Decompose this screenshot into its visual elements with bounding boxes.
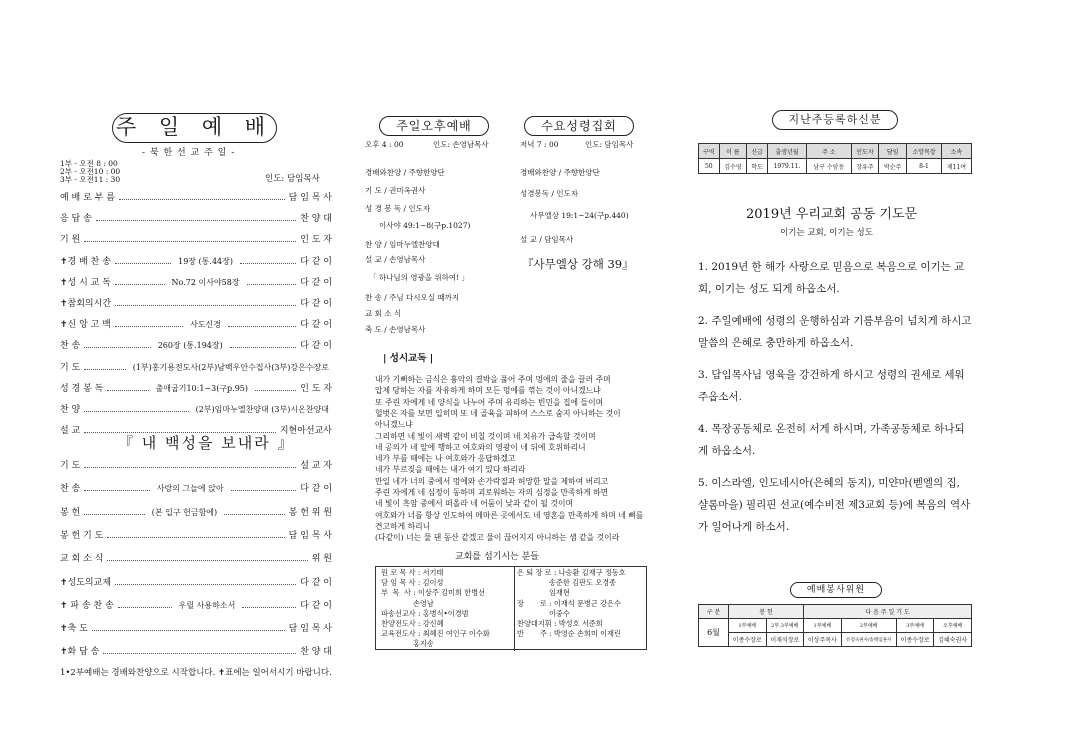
order-detail: 출애굽기10:1~3(구p.95) xyxy=(155,383,249,393)
staff-line: 은 퇴 장 로 : 나승환 김재구 정동호 xyxy=(517,568,626,577)
afternoon-item: 축 도 / 손영남목사 xyxy=(365,325,426,334)
staff-cell: 유점숙권사/송태임권사 xyxy=(841,633,896,647)
afternoon-item: 설 교 / 손영남목사 xyxy=(365,255,426,264)
staff-line: 송준한 김판도 오경종 xyxy=(517,578,617,588)
order-label: 기 도 xyxy=(60,461,81,471)
wednesday-service-title: 수요성령집회 xyxy=(524,116,634,136)
prayer-subtitle: 이기는 교회, 이기는 성도 xyxy=(780,228,873,238)
order-label: ✝성 시 교 독 xyxy=(60,277,111,288)
staff-divider xyxy=(514,567,515,651)
worship-staff-title: 예배봉사위원 xyxy=(790,582,882,598)
verse-line: 아니겠느냐 xyxy=(375,420,413,430)
newcomers-cell: 학도 xyxy=(747,159,768,174)
order-row xyxy=(60,275,332,288)
order-label: ✝참회의시간 xyxy=(60,299,112,309)
verse-line: 그리하면 네 빛이 새벽 같이 비칠 것이며 네 치유가 급속할 것이며 xyxy=(375,431,596,441)
verse-line: 네 공의가 네 앞에 행하고 여호와의 영광이 네 뒤에 호위하리니 xyxy=(375,442,586,452)
staff-line: 임재현 xyxy=(517,588,570,598)
afternoon-item: 「 하나님의 영광을 위하여! 」 xyxy=(369,273,469,282)
newcomers-header-cell: 출생년월 xyxy=(767,144,806,159)
order-label: 찬 송 xyxy=(60,341,81,352)
verse-line: 네가 부를 때에는 나 여호와가 응답하겠고 xyxy=(375,454,516,464)
wednesday-item: 경배와찬양 / 주향한양단 xyxy=(520,168,600,177)
order-row xyxy=(60,575,332,588)
wednesday-leader: 인도: 담임목사 xyxy=(585,140,634,149)
afternoon-leader: 인도: 손영남목사 xyxy=(433,140,489,149)
verse-line: (다같이) 너는 물 댄 동산 같겠고 물이 끊어지지 아니하는 샘 같을 것이라 xyxy=(375,533,620,543)
newcomers-header-cell: 신급 xyxy=(747,144,768,159)
order-detail: 사랑의 그늘에 앉아 xyxy=(156,484,224,494)
staff-left xyxy=(381,568,490,650)
sub-header: 3부예배 xyxy=(896,619,934,633)
order-person: 찬 양 대 xyxy=(300,214,332,225)
staff-cell: 이종수장로 xyxy=(896,633,934,647)
order-row xyxy=(60,211,332,224)
order-person: 설 교 자 xyxy=(300,461,332,471)
dot-leader xyxy=(96,220,296,221)
service-subtitle: - 북 한 선 교 주 일 - xyxy=(142,148,236,158)
order-row xyxy=(60,528,332,541)
verse-line: 네 빛이 흑암 중에서 떠올라 네 어둠이 낮과 같이 될 것이며 xyxy=(375,499,574,509)
afternoon-item: 이사야 49:1~8(구p.1027) xyxy=(379,221,471,230)
staff-line: 손영남 xyxy=(381,598,434,608)
newcomers-cell: 50 xyxy=(699,159,720,174)
dot-leader xyxy=(84,369,125,370)
afternoon-item: 찬 양 / 임마누엘찬양대 xyxy=(365,240,440,249)
dot-leader xyxy=(92,630,285,631)
verse-line: 주린 자에게 네 심정이 동하며 괴로워하는 자의 심정을 만족하게 하면 xyxy=(375,488,609,497)
dot-leader xyxy=(115,305,296,306)
worship-staff-table xyxy=(698,604,972,647)
wednesday-item: 성경봉독 / 인도자 xyxy=(520,189,579,198)
prayer-item: 5. 이스라엘, 인도네시아(은혜의 동지), 미얀마(벧엘의 집, 샬롬마을) 필리핀 선교(예수비전 제3교회 등)에 복음의 역사가 일어나게 하소서. xyxy=(698,477,971,533)
staff-line: 교육전도사 : 최혜진 여인구 이수화 xyxy=(381,629,490,639)
order-row xyxy=(60,232,332,245)
staff-box xyxy=(375,566,647,650)
verse-line: 여호와가 너를 항상 인도하여 메마른 곳에서도 네 영혼을 만족하게 하며 네 뼈를 xyxy=(375,510,644,520)
order-label: 봉 헌 기 도 xyxy=(60,530,104,541)
wednesday-time: 저녁 7 : 00 xyxy=(520,140,559,149)
newcomers-row xyxy=(699,159,972,174)
newcomers-header-cell: 주 소 xyxy=(807,144,851,159)
order-person: 찬 양 대 xyxy=(300,647,332,658)
dot-leader xyxy=(107,560,307,561)
newcomers-header-cell: 구역 xyxy=(699,144,720,159)
verse-line: 내가 기뻐하는 금식은 흉악의 결박을 풀어 주며 멍에의 줄을 끌러 주며 xyxy=(375,375,611,384)
order-person: 다 같 이 xyxy=(300,256,332,267)
main-service-panel xyxy=(60,0,335,756)
sub-header: 2부,3부예배 xyxy=(766,619,804,633)
order-person: 다 같 이 xyxy=(300,277,333,288)
newcomers-title: 지난주등록하신분 xyxy=(772,110,898,130)
order-detail: (1부)홍기용전도사(2부)남백우안수집사(3부)강은수장로 xyxy=(132,362,329,372)
main-service-title: 주 일 예 배 xyxy=(112,113,277,143)
order-person: 다 같 이 xyxy=(300,299,332,309)
order-person: 담 임 목 사 xyxy=(288,530,332,541)
newcomers-header-cell: 담임 xyxy=(879,144,907,159)
order-label: 기 도 xyxy=(60,362,81,373)
staff-line: 원 로 목 사 : 서기태 xyxy=(381,568,444,577)
order-detail: 사도신경 xyxy=(190,320,222,330)
order-person: 다 같 이 xyxy=(300,577,332,588)
newcomers-cell: 김수영 xyxy=(719,159,747,174)
order-row xyxy=(60,190,332,203)
verse-line: 또 주린 자에게 네 양식을 나누어 주며 유리하는 빈민을 집에 들이며 xyxy=(375,397,604,407)
wednesday-item: 설 교 / 담임목사 xyxy=(520,235,574,244)
dot-leader xyxy=(242,607,296,608)
dot-leader xyxy=(224,514,284,515)
afternoon-item: 성 경 봉 독 / 인도자 xyxy=(365,204,431,213)
order-detail: No.72 이사야58장 xyxy=(171,277,240,287)
afternoon-service-title: 주일오후예배 xyxy=(379,116,489,136)
afternoon-time: 오후 4 : 00 xyxy=(365,140,404,149)
afternoon-item: 찬 송 / 주님 다시오실 때까지 xyxy=(365,293,460,302)
order-detail: (2부)임마누엘찬양대 (3부)시온찬양대 xyxy=(195,405,329,414)
dot-leader xyxy=(84,490,150,491)
dot-leader xyxy=(115,584,296,585)
order-label: ✝성도의교제 xyxy=(60,577,112,588)
order-label: 교 회 소 식 xyxy=(60,554,104,565)
wednesday-series: 『사무엘상 강해 39』 xyxy=(522,257,634,271)
order-label: 봉 헌 xyxy=(60,507,81,518)
dot-leader xyxy=(103,653,296,654)
order-label: 성 경 봉 독 xyxy=(60,383,104,394)
sub-header: 1부예배 xyxy=(729,619,767,633)
dot-leader xyxy=(247,284,297,285)
newcomers-header xyxy=(699,144,972,159)
order-person: 담 임 목 사 xyxy=(288,624,332,635)
staff-cell: 김혜숙권사 xyxy=(934,633,972,647)
order-label: 응 답 송 xyxy=(60,214,92,225)
header-next-prayer: 다 음 주 일 기 도 xyxy=(804,605,972,619)
order-label: 예 배 로 부 름 xyxy=(60,193,115,203)
order-row xyxy=(60,296,332,309)
dot-leader xyxy=(107,537,284,538)
newcomers-cell: 1979.11. xyxy=(767,159,806,174)
staff-line: 장 로 : 이재석 문병근 강은수 xyxy=(517,598,621,608)
service-time-3: 3부 - 오전11 : 30 xyxy=(60,175,121,184)
staff-line: 담 임 목 사 : 김이성 xyxy=(381,578,444,588)
dot-leader xyxy=(115,263,171,264)
order-label: 설 교 xyxy=(60,426,81,437)
staff-line: 찬양대지휘 : 박성호 서준희 xyxy=(517,619,603,629)
newcomers-header-cell: 이 름 xyxy=(719,144,747,159)
prayer-item: 3. 담임목사님 영육을 강건하게 하시고 성령의 권세로 세워 주옵소서. xyxy=(698,369,965,403)
order-row xyxy=(60,317,332,330)
newcomers-cell: 장유주 xyxy=(851,159,879,174)
dot-leader xyxy=(84,514,144,515)
order-label: ✝경 배 찬 송 xyxy=(60,256,111,267)
order-person: 위 원 xyxy=(311,554,332,565)
header-category: 구 분 xyxy=(699,605,729,619)
order-label: ✝신 앙 고 백 xyxy=(60,320,111,331)
footnote: 1•2부예배는 경배와찬양으로 시작합니다. ✝표에는 일어서시기 바랍니다. xyxy=(60,668,332,678)
newcomers-header-cell: 인도자 xyxy=(851,144,879,159)
staff-cell: 이종수장로 xyxy=(729,633,767,647)
dot-leader xyxy=(230,347,296,348)
dot-leader xyxy=(84,241,296,242)
order-person: 인 도 자 xyxy=(300,383,332,394)
order-label: ✝축 도 xyxy=(60,624,88,635)
staff-right xyxy=(517,568,626,639)
dot-leader xyxy=(84,411,188,412)
newcomers-header-cell: 소속 xyxy=(941,144,971,159)
sub-header: 오후예배 xyxy=(934,619,972,633)
dot-leader xyxy=(255,390,296,391)
worship-staff-row xyxy=(699,633,972,647)
order-person: 다 같 이 xyxy=(300,320,333,331)
prayer-item: 2. 주일예배에 성령의 운행하심과 기름부음이 넘치게 하시고 말씀의 은혜로 충만하게 하옵소서. xyxy=(698,315,972,349)
staff-line: 파송선교사 : 홍병식•이경범 xyxy=(381,608,469,618)
order-row xyxy=(60,551,332,564)
sermon-title: 『 내 백성을 보내라 』 xyxy=(118,434,295,452)
service-time-1: 1부 - 오전 8 : 00 xyxy=(60,159,118,168)
dot-leader xyxy=(119,199,285,200)
order-detail: 260장 (통.194장) xyxy=(157,341,223,351)
dot-leader xyxy=(84,467,296,468)
newcomers-table xyxy=(698,143,972,174)
verse-line: 헐벗은 자를 보면 입히며 또 네 골육을 피하여 스스로 숨지 아니하는 것이 xyxy=(375,408,621,418)
verse-line: 압제 당하는 자를 자유하게 하며 모든 멍에를 꺾는 것이 아니겠느냐 xyxy=(375,386,601,396)
dot-leader xyxy=(115,326,183,327)
order-detail: 우릴 사용하소서 xyxy=(178,600,236,610)
reading-title: | 성시교독 | xyxy=(383,353,434,364)
afternoon-item: 경배와찬양 / 주향한양단 xyxy=(365,168,445,177)
staff-line: 이중수 xyxy=(517,608,570,618)
sub-header: 2부예배 xyxy=(841,619,896,633)
order-row xyxy=(60,598,332,611)
prayer-item: 4. 목장공동체로 온전히 서게 하시며, 가족공동체로 하나되게 하옵소서. xyxy=(698,423,965,457)
order-label: ✝ 파 송 찬 송 xyxy=(60,600,114,611)
dot-leader xyxy=(118,607,172,608)
verse-line: 네가 부르짖을 때에는 내가 여기 있다 하리라 xyxy=(375,465,526,475)
order-label: 기 원 xyxy=(60,235,81,246)
order-person: 봉 헌 위 원 xyxy=(288,507,333,518)
order-row xyxy=(60,360,332,373)
header-offering: 봉 헌 xyxy=(729,605,804,619)
service-leader: 인도: 담임목사 xyxy=(265,174,320,184)
prayer-item: 1. 2019년 한 해가 사랑으로 믿음으로 복음으로 이기는 교회, 이기는 성도 되게 하옵소서. xyxy=(698,261,965,295)
newcomers-cell: 남구 수암동 xyxy=(807,159,851,174)
order-row xyxy=(60,621,332,634)
wednesday-item: 사무엘상 19:1~24(구p.440) xyxy=(530,211,629,220)
order-row xyxy=(60,505,332,518)
newcomers-cell: 제11여 xyxy=(941,159,971,174)
order-row xyxy=(60,381,332,394)
order-label: 찬 송 xyxy=(60,484,81,495)
order-label: ✝화 답 송 xyxy=(60,647,100,658)
staff-line: 부 목 사 : 이상주 김미희 한병선 xyxy=(381,588,486,598)
staff-line: 찬양전도사 : 강신혜 xyxy=(381,619,444,629)
dot-leader xyxy=(84,347,150,348)
order-person: 다 같 이 xyxy=(300,600,332,611)
staff-line: 반 주 : 박영순 손희미 이재린 xyxy=(517,629,621,639)
verse-line: 만일 네가 너의 중에서 멍에와 손가락질과 허망한 말을 제하여 버리고 xyxy=(375,476,609,486)
right-panel xyxy=(698,0,978,756)
dot-leader xyxy=(115,284,165,285)
newcomers-cell: 8-1 xyxy=(907,159,942,174)
order-row xyxy=(60,644,332,657)
dot-leader xyxy=(240,263,296,264)
order-detail: 19장 (통.44장) xyxy=(178,256,233,266)
month-cell: 6월 xyxy=(699,619,729,647)
worship-staff-subheader xyxy=(699,619,972,633)
order-detail: (본 입구 헌금함에) xyxy=(151,507,218,517)
order-row xyxy=(60,481,332,494)
order-label: 찬 양 xyxy=(60,405,81,415)
staff-title: 교회를 섬기시는 분들 xyxy=(455,552,539,562)
staff-line: 홍지송 xyxy=(381,639,434,649)
order-row xyxy=(60,338,332,351)
sub-header: 1부예배 xyxy=(804,619,842,633)
newcomers-cell: 박순주 xyxy=(879,159,907,174)
newcomers-header-cell: 소망목장 xyxy=(907,144,942,159)
dot-leader xyxy=(231,490,297,491)
order-person: 다 같 이 xyxy=(300,341,332,352)
prayer-title: 2019년 우리교회 공동 기도문 xyxy=(746,207,918,222)
verse-line: 견고하게 하리니 xyxy=(375,521,431,531)
afternoon-item: 교 회 소 식 xyxy=(365,309,402,318)
staff-panel xyxy=(375,0,650,660)
dot-leader xyxy=(107,390,148,391)
order-row xyxy=(60,254,332,267)
staff-cell: 이재석장로 xyxy=(766,633,804,647)
service-time-2: 2부 - 오전10 : 00 xyxy=(60,167,121,176)
staff-cell: 이상주목사 xyxy=(804,633,842,647)
dot-leader xyxy=(228,326,296,327)
order-person: 다 같 이 xyxy=(300,484,333,495)
order-person: 인 도 자 xyxy=(300,235,332,246)
order-row xyxy=(60,402,332,415)
order-row xyxy=(60,458,332,471)
order-person: 지현아선교사 xyxy=(279,426,332,437)
order-person: 담 임 목 사 xyxy=(288,193,332,203)
worship-staff-header xyxy=(699,605,972,619)
afternoon-item: 기 도 / 권미옥권사 xyxy=(365,186,426,195)
